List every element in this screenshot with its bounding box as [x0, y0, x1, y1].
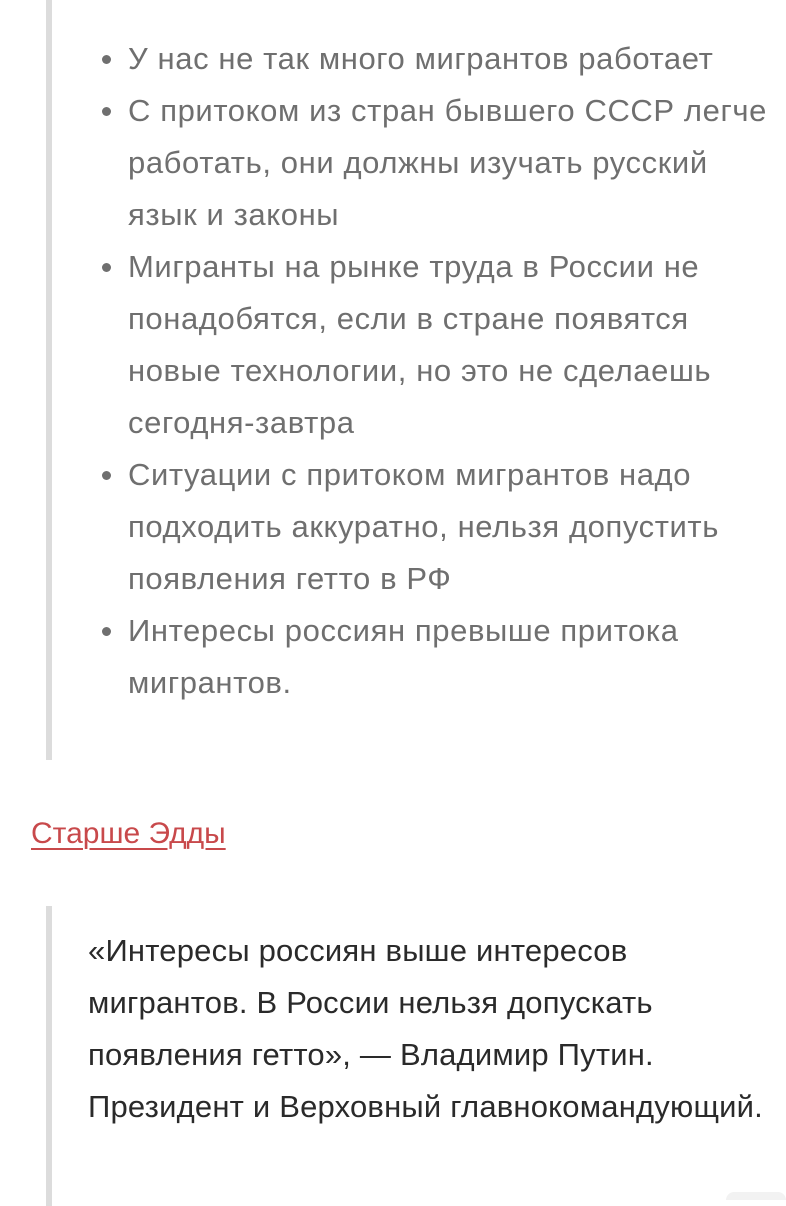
bullet-dot-icon	[102, 263, 111, 272]
quote-text: «Интересы россиян выше интересов мигрантов. В России нельзя допускать появления гетто», — Владимир Путин. Президент и Верховный главнокомандующий.	[88, 933, 763, 1124]
bullet-dot-icon	[102, 55, 111, 64]
list-item-text: С притоком из стран бывшего СССР легче работать, они должны изучать русский язык и законы	[128, 93, 767, 232]
list-item	[128, 241, 768, 449]
bullet-dot-icon	[102, 627, 111, 636]
list-item	[128, 605, 768, 709]
list-item-text: У нас не так много мигрантов работает	[128, 41, 714, 76]
list-item	[128, 33, 768, 85]
bullet-list	[128, 33, 768, 709]
scroll-button-fragment[interactable]	[726, 1192, 786, 1200]
list-item	[128, 85, 768, 241]
bullet-dot-icon	[102, 471, 111, 480]
blockquote-bar	[46, 0, 52, 760]
list-item-text: Интересы россиян превыше притока мигрантов.	[128, 613, 679, 700]
blockquote-bar	[46, 906, 52, 1206]
list-item-text: Мигранты на рынке труда в России не понадобятся, если в стране появятся новые технологии, но это не сделаешь сегодня-завтра	[128, 249, 712, 440]
source-link[interactable]: Старше Эдды	[31, 817, 226, 850]
list-item	[128, 449, 768, 605]
list-item-text: Ситуации с притоком мигрантов надо подходить аккуратно, нельзя допустить появления гетто в РФ	[128, 457, 719, 596]
bullet-dot-icon	[102, 107, 111, 116]
